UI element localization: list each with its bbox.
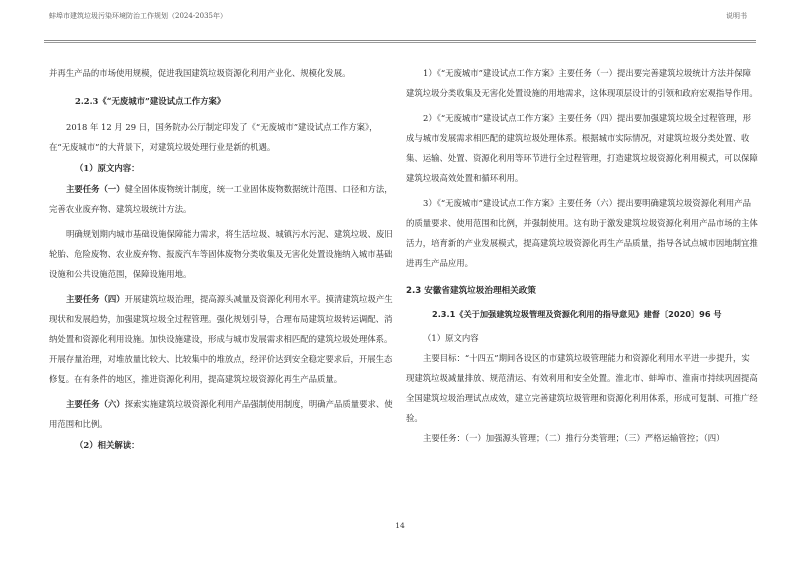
task-4-text: 开展建筑垃圾治理，提高源头减量及资源化利用水平。摸清建筑垃圾产生现状和发展趋势，加强建筑垃圾全过程管理。强化规划引导，合理布局建筑垃圾转运调配、消纳处置和资源化利用设施。加快设施建设，形成与城市发展需求相匹配的建筑垃圾处理体系。开展存量治理，对堆放量比较大、比较集中的堆放点，经评价达到安全稳定要求后，开展生态修复。在有条件的地区，推进资源化利用，提高建筑垃圾资源化再生产品质量。 — [49, 294, 393, 384]
section-heading-2-2-3: 2.2.3《“无废城市”建设试点工作方案》 — [75, 96, 226, 106]
header-rule — [44, 40, 756, 41]
header-rule-thin — [44, 42, 756, 43]
task-4-label: 主要任务（四） — [66, 294, 125, 304]
page-number: 14 — [395, 521, 405, 530]
interpretation-3: 3）《“无废城市”建设试点工作方案》主要任务（六）提出要明确建筑垃圾资源化利用产品的质量要求、使用范围和比例，并强制使用。这有助于激发建筑垃圾资源化利用产品市场的主体活力，培育新的产业发展模式，提高建筑垃圾资源化再生产品质量，指导各试点城市因地制宜推进再生产品应用。 — [406, 198, 758, 268]
task-1-paragraph — [49, 179, 395, 219]
running-header-title: 蚌埠市建筑垃圾污染环境防治工作规划（2024-2035年） — [49, 12, 227, 20]
section-heading-2-3: 2.3 安徽省建筑垃圾治理相关政策 — [406, 286, 536, 296]
facility-paragraph: 明确规划期内城市基础设施保障能力需求，将生活垃圾、城镇污水污泥、建筑垃圾、废旧轮胎、危险废物、农业废弃物、报废汽车等固体废物分类收集及无害化处置设施纳入城市基础设施和公共设施范围，保障设施用地。 — [49, 229, 393, 279]
left-column — [49, 63, 395, 456]
subheading-interpretation: （2）相关解读： — [75, 440, 140, 450]
interpretation-2: 2）《“无废城市”建设试点工作方案》主要任务（四）提出要加强建筑垃圾全过程管理，形成与城市发展需求相匹配的建筑垃圾处理体系。根据城市实际情况，对建筑垃圾分类处置、收集、运输、处置、资源化利用等环节进行全过程管理，打造建筑垃圾资源化利用模式，可以保障建筑垃圾高效处置和循环利用。 — [406, 113, 758, 183]
running-header-section: 说明书 — [726, 12, 747, 20]
main-tasks-paragraph: 主要任务：（一）加强源头管理；（二）推行分类管理；（三）严格运输管控；（四） — [423, 433, 725, 443]
interpretation-1: 1）《“无废城市”建设试点工作方案》主要任务（一）提出要完善建筑垃圾统计方法并保障建筑垃圾分类收集及无害化处置设施的用地需求，这体现项层设计的引领和政府宏观指导作用。 — [406, 68, 758, 98]
right-column — [406, 63, 758, 448]
task-6-label: 主要任务（六） — [66, 399, 125, 409]
section-heading-2-3-1: 2.3.1《关于加强建筑垃圾管理及资源化利用的指导意见》建督〔2020〕96 号 — [432, 309, 722, 319]
task-6-paragraph — [49, 394, 395, 434]
paragraph-background: 2018 年 12 月 29 日，国务院办公厅制定印发了《“无废城市”建设试点工作方案》，在“无废城市”的大背景下，对建筑垃圾处理行业是新的机遇。 — [49, 122, 378, 152]
subheading-original-content: （1）原文内容： — [75, 163, 140, 173]
task-4-paragraph — [49, 289, 395, 389]
continued-paragraph: 并再生产品的市场使用规模，促进我国建筑垃圾资源化利用产业化、规模化发展。 — [49, 68, 351, 78]
main-goal-paragraph: 主要目标：“十四五”期间各设区的市建筑垃圾管理能力和资源化利用水平进一步提升，实现建筑垃圾减量排放、规范清运、有效利用和安全处置。淮北市、蚌埠市、淮南市持续巩固提高全国建筑垃圾治理试点成效，建立完善建筑垃圾管理和资源化利用体系，形成可复制、可推广经验。 — [406, 353, 758, 423]
subheading-original-content: （1）原文内容 — [423, 333, 479, 343]
task-6-text: 探索实施建筑垃圾资源化利用产品强制使用制度，明确产品质量要求、使用范围和比例。 — [49, 399, 393, 429]
task-1-label: 主要任务（一） — [66, 184, 125, 194]
task-1-text: 健全固体废物统计制度，统一工业固体废物数据统计范围、口径和方法，完善农业废弃物、建筑垃圾统计方法。 — [49, 184, 393, 214]
